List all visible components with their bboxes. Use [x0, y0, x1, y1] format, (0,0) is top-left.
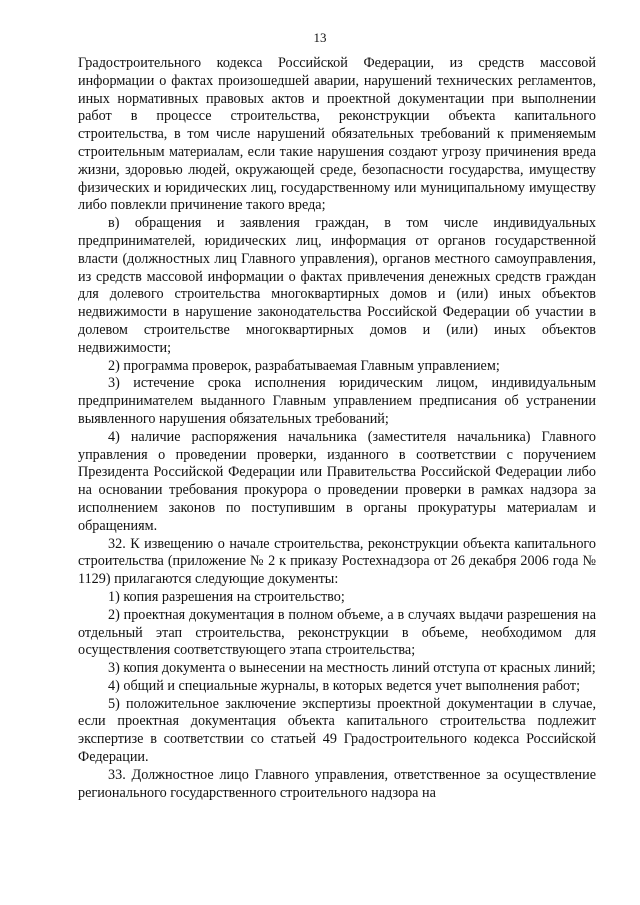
- paragraph-doc-1: 1) копия разрешения на строительство;: [108, 588, 345, 605]
- paragraph-item-3: 3) истечение срока исполнения юридическим лицом, индивидуальным предпринимателем выданного Главным управлением предписания об устранении выявленного нарушения обязательных требований;: [78, 375, 596, 427]
- paragraph-section-32: 32. К извещению о начале строительства, реконструкции объекта капитального строительства (приложение № 2 к приказу Ростехнадзора от 26 декабря 2006 года № 1129) прилагаются следующие документы:: [78, 535, 596, 588]
- page-number: 13: [313, 30, 327, 45]
- paragraph-item-v: в) обращения и заявления граждан, в том числе индивидуальных предпринимателей, юридических лиц, информация от органов государственной власти (должностных лиц Главного управления), органов местного самоуправления, из средств массовой информации о фактах привлечения денежных средств граждан для долевого строительства многоквартирных домов и (или) иных объектов недвижимости в нарушение законодательства Российской Федерации об участии в долевом строительстве многоквартирных домов и (или) иных объектов недвижимости;: [78, 215, 596, 356]
- paragraph-continuation: Градостроительного кодекса Российской Федерации, из средств массовой информации о фактах произошедшей аварии, нарушений технических регламентов, иных нормативных правовых актов и проектной документации при выполнении работ в процессе строительства, реконструкции объекта капитального строительства, в том числе нарушений обязательных требований к применяемым строительным материалам, если такие нарушения создают угрозу причинения вреда жизни, здоровью людей, окружающей среде, безопасности государства, имуществу физических и юридических лиц, государственному или муниципальному имуществу либо повлекли причинение такого вреда;: [78, 55, 596, 214]
- paragraph-item-4: 4) наличие распоряжения начальника (заместителя начальника) Главного управления о проведении проверки, изданного в соответствии с поручением Президента Российской Федерации или Правительства Российской Федерации либо на основании требования прокурора о проведении проверки в рамках надзора за исполнением законов по поступившим в органы прокуратуры материалам и обращениям.: [78, 428, 596, 534]
- paragraph-section-33: 33. Должностное лицо Главного управления, ответственное за осуществление регионального государственного строительного надзора на: [78, 766, 596, 801]
- paragraph-doc-2: 2) проектная документация в полном объеме, а в случаях выдачи разрешения на отдельный этап строительства, реконструкции в объеме, необходимом для осуществления соответствующего этапа строительства;: [78, 606, 596, 659]
- paragraph-doc-4: 4) общий и специальные журналы, в которых ведется учет выполнения работ;: [108, 677, 581, 694]
- paragraph-item-2: 2) программа проверок, разрабатываемая Главным управлением;: [108, 357, 500, 374]
- paragraph-doc-3: 3) копия документа о вынесении на местность линий отступа от красных линий;: [108, 660, 596, 677]
- paragraph-doc-5: 5) положительное заключение экспертизы проектной документации в случае, если проектная документация объекта капитального строительства подлежит экспертизе в соответствии со статьей 49 Градостроительного кодекса Российской Федерации.: [78, 695, 596, 766]
- document-body: [78, 55, 596, 802]
